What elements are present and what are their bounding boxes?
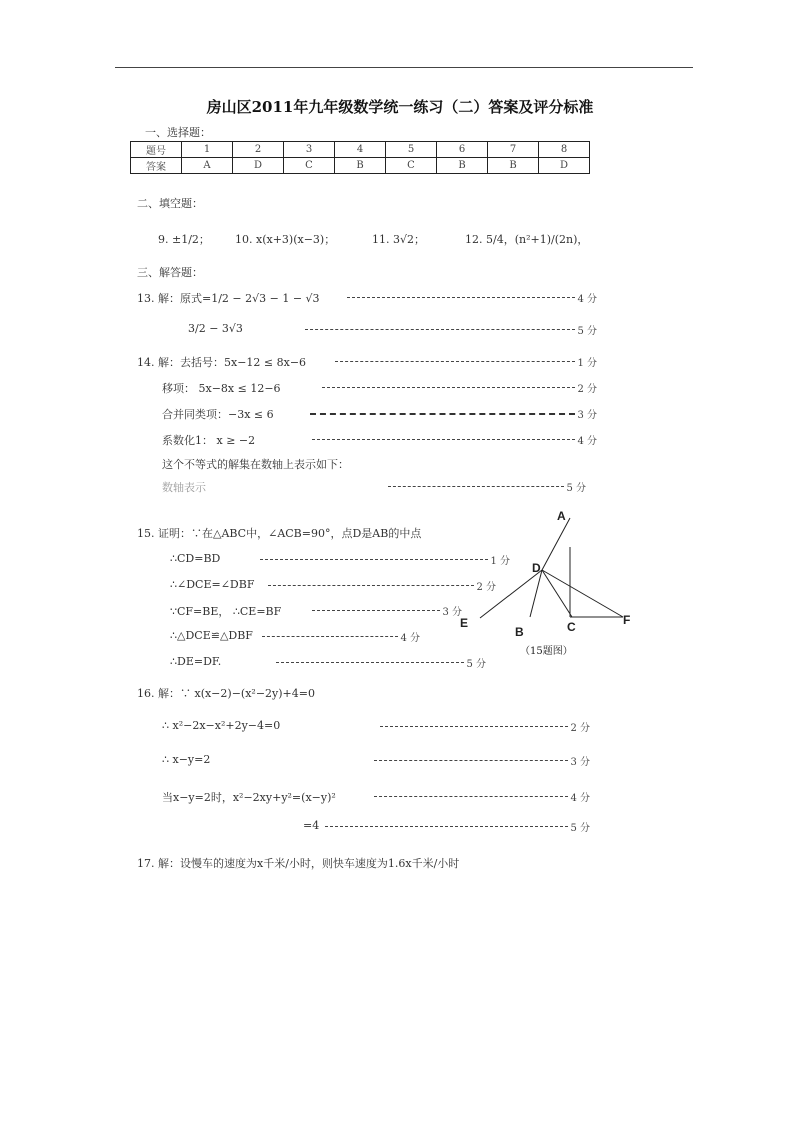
fill-item: 12. 5/4，(n²+1)/(2n)， (465, 233, 589, 246)
cell: B (335, 158, 386, 174)
table-row (131, 142, 590, 158)
q16-intro: 16. 解：∵ x(x−2)−(x²−2y)+4=0 (137, 687, 315, 700)
fill-item: 11. 3√2； (372, 233, 425, 246)
label-D: D (532, 561, 541, 575)
score: 1 分 (490, 556, 510, 567)
score: 5 分 (577, 326, 597, 337)
score-leader (312, 603, 462, 618)
label-B: B (515, 625, 524, 639)
q16-line: ∴ x²−2x−x²+2y−4=0 (162, 719, 281, 732)
cell: D (539, 158, 590, 174)
score: 5 分 (566, 483, 586, 494)
q15-line: ∴CD=BD (170, 552, 221, 565)
score: 5 分 (466, 659, 486, 670)
cell: 8 (539, 142, 590, 158)
score: 2 分 (476, 582, 496, 593)
q14-line: 14. 解：去括号：5x−12 ≤ 8x−6 (137, 356, 307, 369)
score: 3 分 (442, 607, 462, 618)
score: 4 分 (577, 436, 597, 447)
fill-item: 9. ±1/2； (158, 233, 210, 246)
label-A: A (557, 509, 566, 523)
q13-line: 3/2 − 3√3 (188, 322, 243, 335)
q13-line: 13. 解：原式=1/2 − 2√3 − 1 − √3 (137, 292, 320, 305)
q14-axis: 数轴表示 (162, 481, 206, 494)
cell: 1 (182, 142, 233, 158)
q16-line: =4 (303, 819, 320, 832)
cell: 3 (284, 142, 335, 158)
section3-heading: 三、解答题： (137, 266, 203, 279)
table-row (131, 158, 590, 174)
score: 1 分 (577, 358, 597, 369)
figure-caption: （15题图） (520, 646, 573, 657)
score-leader (305, 322, 597, 337)
score: 4 分 (570, 793, 590, 804)
q15-line: ∴△DCE≌△DBF (170, 629, 253, 642)
score-leader (322, 380, 597, 395)
q14-line: 合并同类项：−3x ≤ 6 (162, 408, 274, 421)
q15-line: ∴DE=DF. (170, 655, 222, 668)
label-F: F (623, 613, 631, 627)
choice-answer-table (130, 141, 590, 174)
score: 2 分 (570, 723, 590, 734)
score: 4 分 (400, 633, 420, 644)
cell: 6 (437, 142, 488, 158)
score-leader (325, 819, 590, 834)
cell: C (386, 158, 437, 174)
score-leader (374, 789, 590, 804)
cell: C (284, 158, 335, 174)
cell: A (182, 158, 233, 174)
score-leader (310, 406, 597, 421)
score: 3 分 (570, 757, 590, 768)
label-C: C (567, 620, 576, 634)
score: 3 分 (577, 410, 597, 421)
cell: 2 (233, 142, 284, 158)
score-leader (347, 290, 597, 305)
cell: B (488, 158, 539, 174)
section2-heading: 二、填空题： (137, 197, 203, 210)
q17-line: 17. 解：设慢车的速度为x千米/小时，则快车速度为1.6x千米/小时 (137, 857, 460, 870)
header-rule (115, 67, 693, 68)
cell: B (437, 158, 488, 174)
q15-figure (450, 500, 650, 665)
score-leader (380, 719, 590, 734)
score-leader (335, 354, 597, 369)
score: 4 分 (577, 294, 597, 305)
score: 2 分 (577, 384, 597, 395)
q15-line: ∵CF=BE， ∴CE=BF (170, 605, 282, 618)
cell: D (233, 158, 284, 174)
q16-line: 当x−y=2时，x²−2xy+y²=(x−y)² (162, 791, 336, 804)
section1-heading: 一、选择题： (145, 126, 211, 139)
q14-line: 移项： 5x−8x ≤ 12−6 (162, 382, 281, 395)
q15-line: ∴∠DCE=∠DBF (170, 578, 255, 591)
score-leader (262, 629, 420, 644)
row-label: 答案 (131, 158, 182, 174)
score-leader (388, 479, 586, 494)
score-leader (312, 432, 597, 447)
score: 5 分 (570, 823, 590, 834)
cell: 7 (488, 142, 539, 158)
fill-item: 10. x(x+3)(x−3)； (235, 233, 336, 246)
q16-line: ∴ x−y=2 (162, 753, 211, 766)
q14-line: 系数化1： x ≥ −2 (162, 434, 256, 447)
row-label: 题号 (131, 142, 182, 158)
page-title: 房山区2011年九年级数学统一练习（二）答案及评分标准 (206, 98, 594, 116)
score-leader (374, 753, 590, 768)
label-E: E (460, 616, 469, 630)
q14-note: 这个不等式的解集在数轴上表示如下： (162, 458, 349, 471)
cell: 4 (335, 142, 386, 158)
cell: 5 (386, 142, 437, 158)
q15-intro: 15. 证明：∵在△ABC中，∠ACB=90°，点D是AB的中点 (137, 527, 422, 540)
